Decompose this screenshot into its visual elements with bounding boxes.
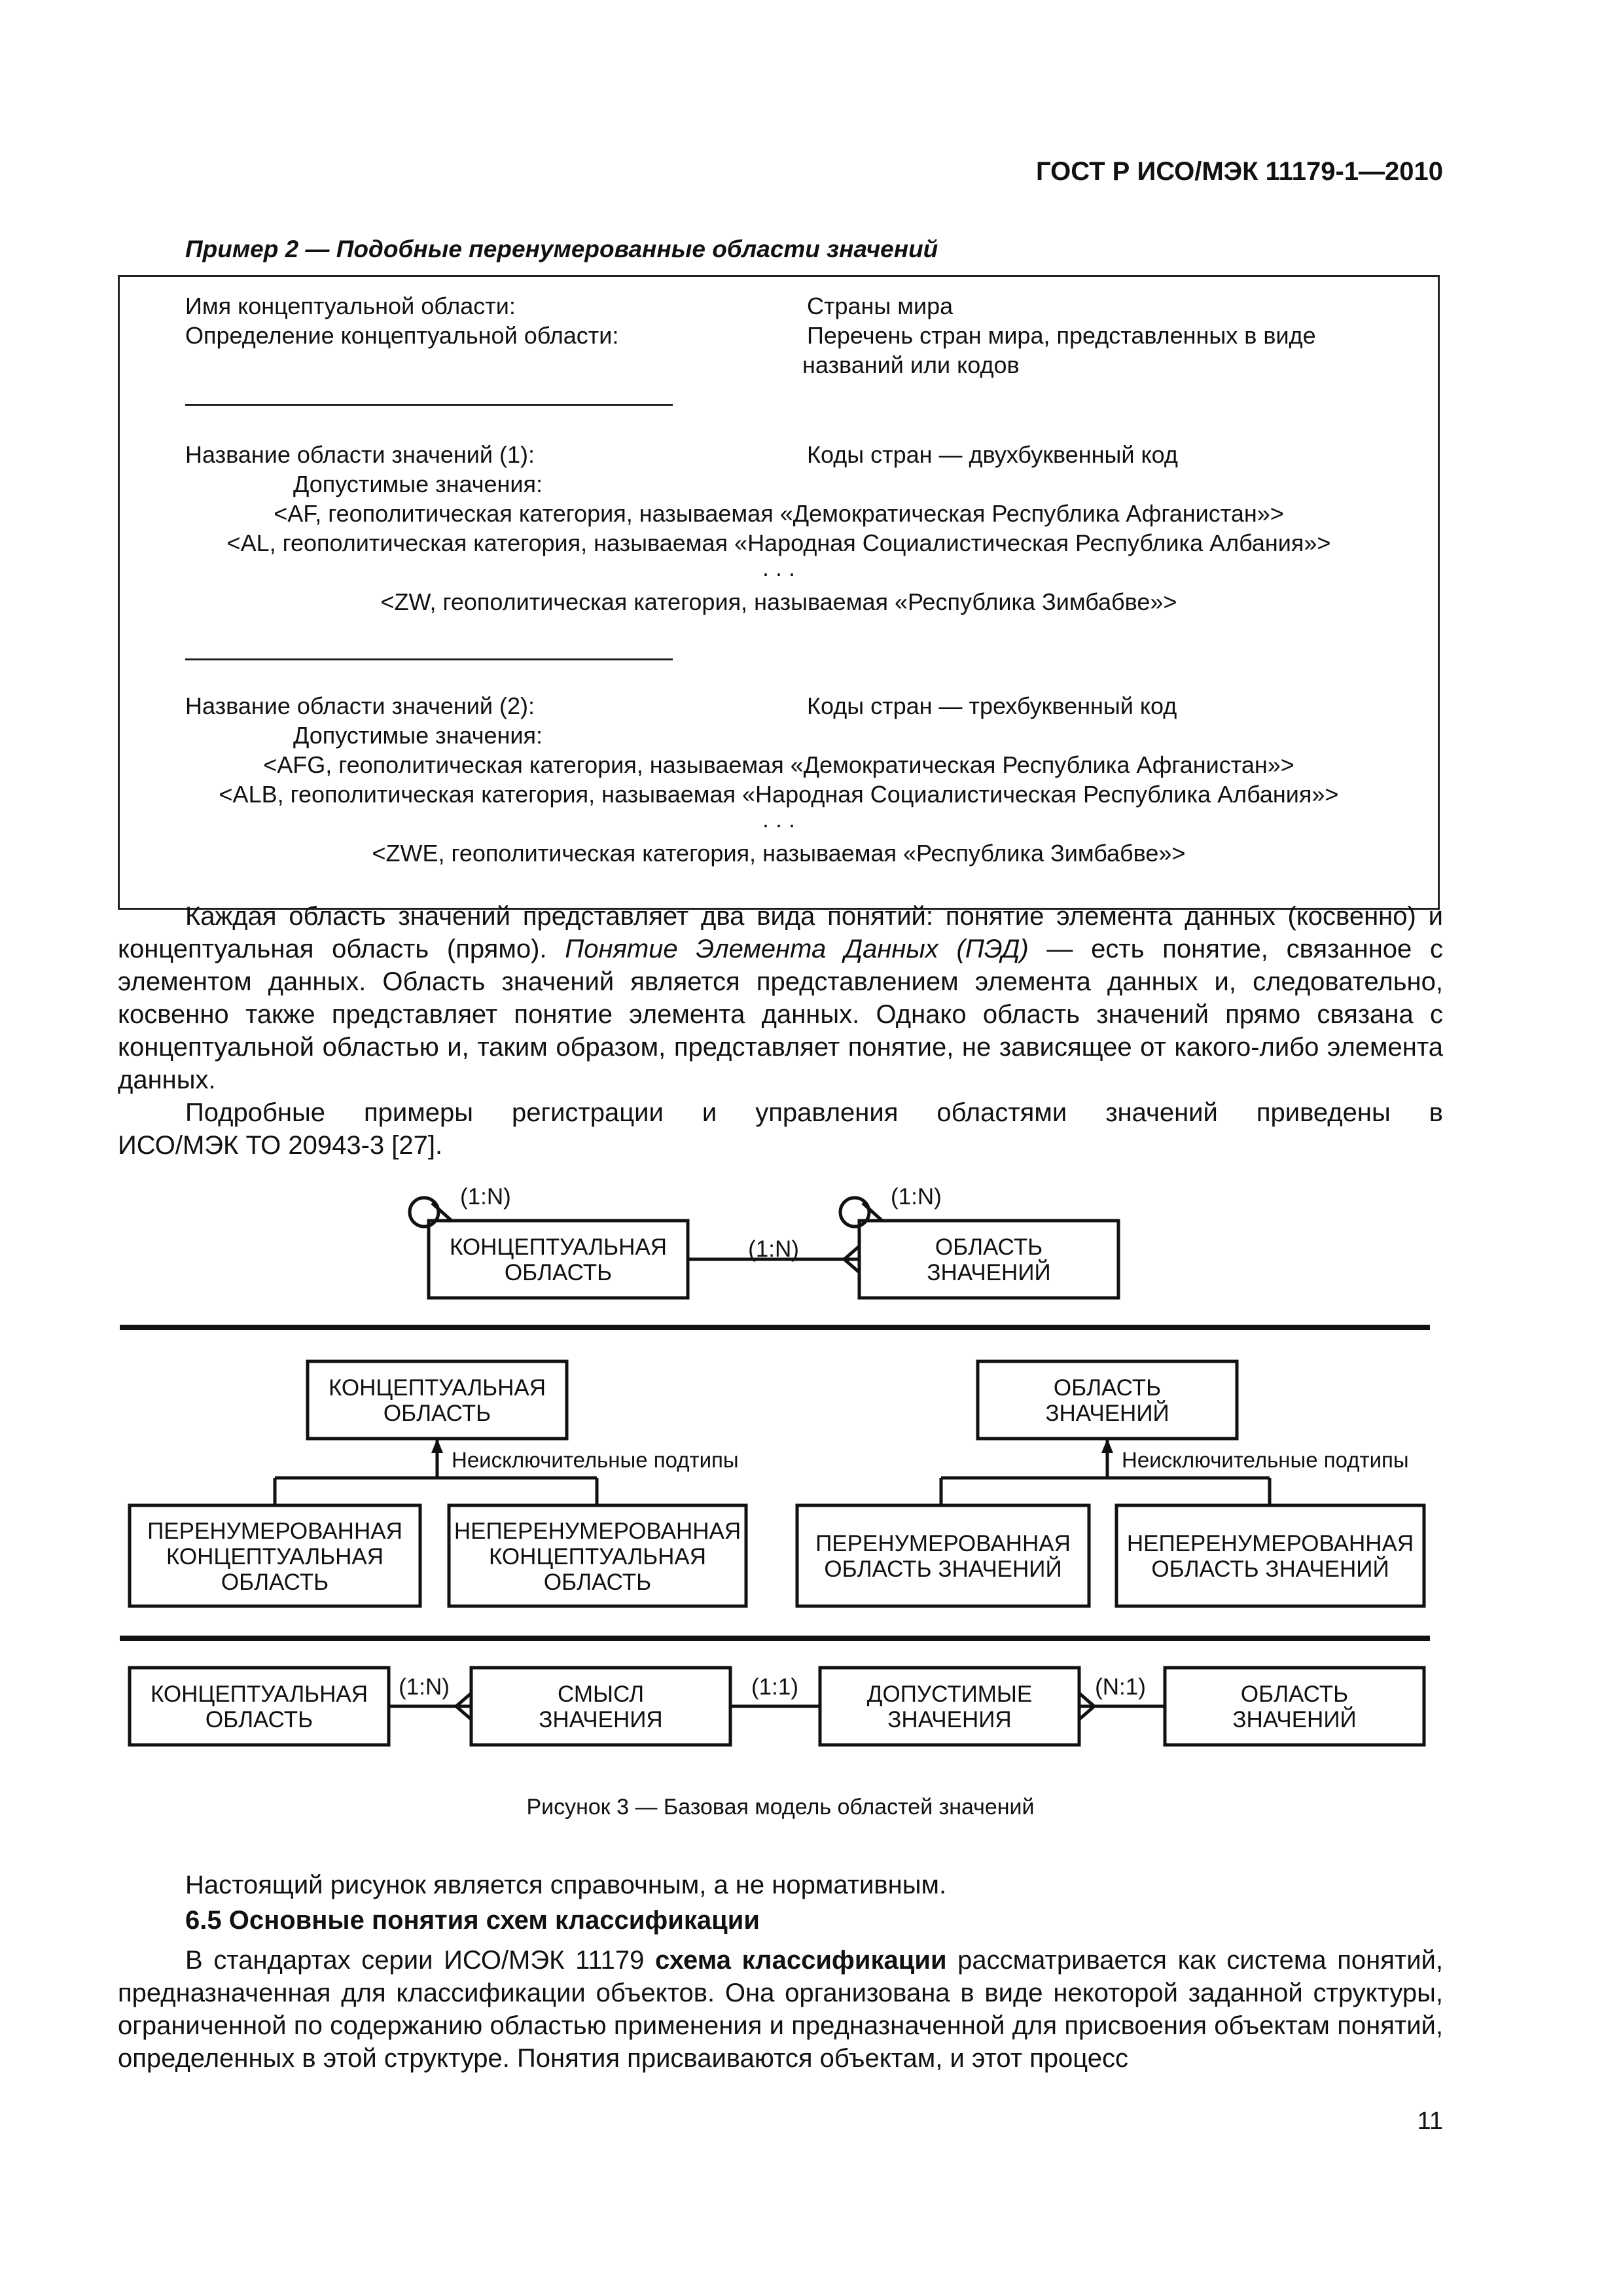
bot-cd-label: ОБЛАСТЬ	[205, 1707, 313, 1732]
p2-word: и	[702, 1098, 717, 1127]
nonenum-cd-label: НЕПЕРЕНУМЕРОВАННАЯ	[454, 1518, 741, 1544]
mid-vd-label: ОБЛАСТЬ	[1053, 1375, 1162, 1401]
p3-term: схема классификации	[655, 1946, 947, 1975]
conceptual-name-value: Страны мира	[807, 293, 954, 319]
vd1-value-line: <ZW, геополитическая категория, называемая «Республика Зимбабве»>	[380, 588, 1177, 615]
p2-word: приведены	[1256, 1098, 1391, 1127]
p2-word: примеры	[363, 1098, 473, 1127]
bot-cardinality-3: (N:1)	[1095, 1674, 1146, 1700]
top-link-cardinality: (1:N)	[748, 1236, 799, 1262]
document-header: ГОСТ Р ИСО/МЭК 11179-1—2010	[1035, 157, 1443, 186]
p2-word: регистрации	[511, 1098, 664, 1127]
vd1-value-line: <AL, геополитическая категория, называемая «Народная Социалистическая Республика Албания»>	[226, 529, 1331, 556]
p2-word: в	[1429, 1098, 1443, 1127]
section-heading: 6.5 Основные понятия схем классификации	[185, 1906, 760, 1935]
vd2-allowed-label: Допустимые значения:	[293, 722, 543, 749]
vd2-ellipsis: . . .	[762, 806, 795, 833]
enum-vd-label: ОБЛАСТЬ ЗНАЧЕНИЙ	[824, 1556, 1062, 1582]
bot-vd-label: ЗНАЧЕНИЙ	[1232, 1707, 1357, 1732]
body-paragraph-2-line-1	[118, 1096, 1443, 1129]
p1-text-a: Каждая область значений представляет два вида понятий: понятие элемента данных (косвенно) и концептуальная область (прямо).	[118, 902, 1443, 963]
p1-text-b: — есть понятие, связанное с элементом данных. Область значений является представлением элемента данных и, следовательно, косвенно также представляет понятие элемента данных. Однако область значений прямо связана с концептуальной областью и, таким образом, представляет понятие, не зависящее от какого-либо элемента данных.	[118, 935, 1443, 1094]
vd2-value-line: <ZWE, геополитическая категория, называемая «Республика Зимбабве»>	[372, 840, 1186, 867]
bot-cd-label: КОНЦЕПТУАЛЬНАЯ	[150, 1681, 368, 1707]
vd-self-loop	[840, 1198, 869, 1227]
mid-vd-label: ЗНАЧЕНИЙ	[1045, 1401, 1169, 1426]
mid-cd-label: КОНЦЕПТУАЛЬНАЯ	[328, 1375, 546, 1401]
cd-self-loop	[410, 1198, 438, 1227]
vd-subtype-arrow	[1101, 1439, 1113, 1453]
conceptual-name-label: Имя концептуальной области:	[185, 293, 516, 319]
p3-text-b: рассматривается как система понятий, предназначенная для классификации объектов. Она организована в виде некоторой заданной структуры, ограниченной по содержанию областью применения и предназначенной для присвоения объектам понятий, определенных в этой структуре. Понятия присваиваются объектам, и этот процесс	[118, 1946, 1443, 2073]
p2-word: управления	[755, 1098, 899, 1127]
vd2-value-line: <ALB, геополитическая категория, называемая «Народная Социалистическая Республика Албания»>	[219, 781, 1339, 808]
bot-vm-label: ЗНАЧЕНИЯ	[539, 1707, 663, 1732]
enum-cd-label: ОБЛАСТЬ	[221, 1570, 329, 1595]
bot-cardinality-2: (1:1)	[751, 1674, 798, 1700]
p2-word: областями	[936, 1098, 1067, 1127]
nonenum-vd-label: НЕПЕРЕНУМЕРОВАННАЯ	[1126, 1531, 1414, 1556]
vd2-label: Название области значений (2):	[185, 692, 535, 719]
subtypes-label-left: Неисключительные подтипы	[452, 1448, 739, 1472]
enum-cd-label: КОНЦЕПТУАЛЬНАЯ	[166, 1544, 384, 1570]
example-title: Пример 2 — Подобные перенумерованные области значений	[185, 236, 938, 262]
bot-pv-label: ДОПУСТИМЫЕ	[866, 1681, 1033, 1707]
vd1-value: Коды стран — двухбуквенный код	[807, 441, 1178, 468]
p2-word: значений	[1105, 1098, 1218, 1127]
separator-line	[185, 404, 673, 406]
vd1-ellipsis: . . .	[762, 554, 795, 581]
enum-cd-label: ПЕРЕНУМЕРОВАННАЯ	[147, 1518, 402, 1544]
cd-self-crowfoot	[432, 1203, 452, 1221]
top-cd-label: КОНЦЕПТУАЛЬНАЯ	[449, 1234, 668, 1260]
cd-self-cardinality: (1:N)	[460, 1184, 511, 1210]
conceptual-def-value-cont: названий или кодов	[802, 351, 1020, 378]
vd-self-crowfoot	[863, 1203, 882, 1221]
body-paragraph-2-line-2: ИСО/МЭК ТО 20943-3 [27].	[118, 1131, 443, 1160]
body-paragraph-1	[118, 900, 1443, 1096]
conceptual-def-value: Перечень стран мира, представленных в виде	[807, 322, 1316, 349]
nonenum-cd-label: ОБЛАСТЬ	[543, 1570, 652, 1595]
bot-vm-label: СМЫСЛ	[557, 1681, 645, 1707]
cd-subtype-arrow	[431, 1439, 443, 1453]
bot-vd-label: ОБЛАСТЬ	[1240, 1681, 1349, 1707]
bot-cardinality-1: (1:N)	[399, 1674, 450, 1700]
vd-self-cardinality: (1:N)	[891, 1184, 942, 1210]
p1-term: Понятие Элемента Данных (ПЭД)	[565, 935, 1029, 963]
mid-cd-label: ОБЛАСТЬ	[383, 1401, 491, 1426]
nonenum-vd-label: ОБЛАСТЬ ЗНАЧЕНИЙ	[1151, 1556, 1389, 1582]
p3-text-a: В стандартах серии ИСО/МЭК 11179	[185, 1946, 656, 1975]
vd1-allowed-label: Допустимые значения:	[293, 471, 543, 497]
enum-vd-label: ПЕРЕНУМЕРОВАННАЯ	[815, 1531, 1071, 1556]
vd1-label: Название области значений (1):	[185, 441, 535, 468]
top-vd-label: ОБЛАСТЬ	[935, 1234, 1043, 1260]
p2-word: Подробные	[185, 1098, 325, 1127]
body-paragraph-3	[118, 1944, 1443, 2075]
top-cd-label: ОБЛАСТЬ	[504, 1260, 613, 1285]
vd2-value-line: <AFG, геополитическая категория, называемая «Демократическая Республика Афганистан»>	[263, 751, 1294, 778]
separator-line	[185, 658, 673, 660]
conceptual-def-label: Определение концептуальной области:	[185, 322, 619, 349]
top-vd-label: ЗНАЧЕНИЙ	[927, 1260, 1051, 1285]
nonenum-cd-label: КОНЦЕПТУАЛЬНАЯ	[488, 1544, 707, 1570]
vd2-value: Коды стран — трехбуквенный код	[807, 692, 1177, 719]
subtypes-label-right: Неисключительные подтипы	[1122, 1448, 1409, 1472]
vd1-value-line: <AF, геополитическая категория, называемая «Демократическая Республика Афганистан»>	[274, 500, 1284, 527]
page-number: 11	[1417, 2108, 1443, 2135]
figure-note: Настоящий рисунок является справочным, а не нормативным.	[185, 1871, 947, 1899]
figure-3-diagram	[0, 1165, 1623, 1761]
bot-pv-label: ЗНАЧЕНИЯ	[887, 1707, 1012, 1732]
figure-caption: Рисунок 3 — Базовая модель областей значений	[526, 1795, 1035, 1820]
